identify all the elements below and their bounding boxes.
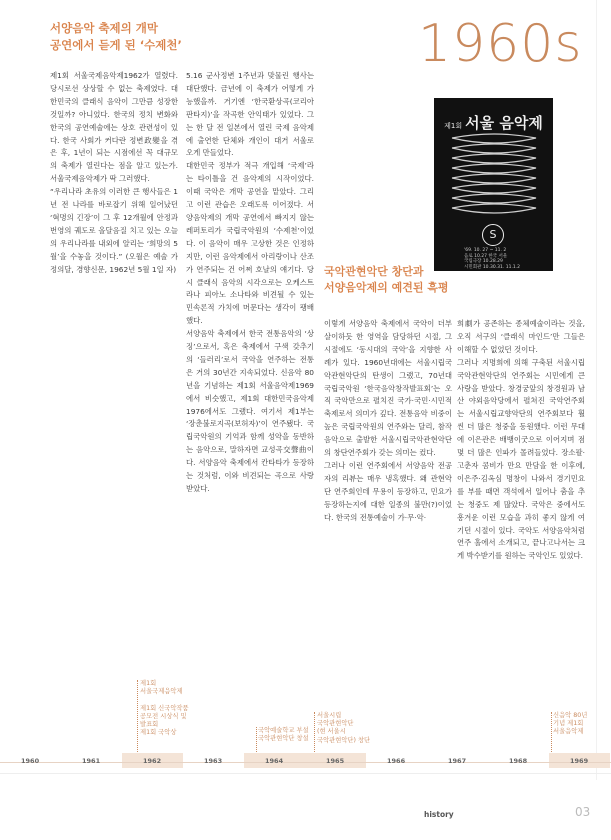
timeline-connector-1962 <box>137 680 139 752</box>
decade-heading: 1960s <box>418 14 583 74</box>
section-title-line2: 서양음악제의 예견된 흑평 <box>324 281 449 294</box>
timeline-year: 1966 <box>387 757 406 765</box>
poster-graphic-icon <box>448 132 540 220</box>
timeline-event-1962: 제1회 서울국제음악제 제1회 신국악작품 공모전 시상식 및 발표회 제1회 국악상 <box>140 680 189 737</box>
section-title-line1: 국악관현악단 창단과 <box>324 265 424 278</box>
article-title-line2: 공연에서 듣게 된 ‘수제천’ <box>50 38 182 52</box>
body-column-2-text: 5.16 군사정변 1주년과 맞물린 행사는 대단했다. 금년에 이 축제가 어떻게 가능했을까. 거기엔 ‘한국환상곡(코리아 판타지)’을 작곡한 안익태가 있었다. 그는 한 달 전 일본에서 열린 국제 음악제에 출연한 단체와 개인이 대거 서울로 오게 만들었다. 대한민국 정부가 적극 개입해 ‘국제’라는 타이틀을 건 음악제의 시작이었다. 이때 국악은 개막 공연을 맡았다. 그리고 이런 관습은 오래도록 이어졌다. 서양음악제의 개막 공연에서 빠지지 않는 레퍼토리가 국립국악원의 ‘수제천’이었다. 이 음악이 매우 고상한 것은 인정하지만, 이런 음악제에서 아리랑이나 산조가 연주되는 건 어쩌 호날의 얘기다. 당시 클래식 음악의 시각으로는 오케스트라나 피아노 소나타와 비견될 수 있는 민속론적 가치에 머문다는 생각이 팽배했다. 서양음악 축제에서 한국 전통음악의 ‘상징’으로서, 혹은 축제에서 구색 갖추기의 ‘들러리’로서 국악을 연주하는 전통은 거의 30년간 지속되었다. 신음악 80년을 기념하는 제1회 서울음악제1969에서 비슷했고, 제1회 대한민국음악제1976에서도 그랬다. 여기서 제1부는 ‘장춘불로지곡(보허자)’이 연주됐다. 국립국악원의 기억과 함께 성악을 동반하는 음악으로, 말하자면 교성곡交聲曲이다. 서양음악 축제에서 칸타타가 등장하는 것처럼, 이와 비견되는 곡으로 사랑받았다. <box>186 71 314 493</box>
timeline-year: 1968 <box>509 757 528 765</box>
body-column-4 <box>457 318 585 563</box>
poster-logo-icon: S <box>482 224 504 246</box>
timeline-event-1964: 국악예술학교 부설 국악관현악단 창설 <box>258 727 309 743</box>
poster-info: '69. 10. 27 ~ 11. 2 음로 10.27 한국 서울 국립극장 10.28.29 시민회관 10.30.31. 11.1.2 <box>464 248 521 270</box>
timeline-event-1965: 서울시립 국악관현악단 (현 서울시 국악관현악단) 창단 <box>317 712 371 744</box>
timeline-connector-1965 <box>314 712 316 752</box>
timeline-year: 1967 <box>448 757 467 765</box>
timeline-year: 1969 <box>570 757 589 765</box>
festival-poster-image <box>434 98 553 271</box>
timeline-year: 1962 <box>143 757 162 765</box>
body-column-3 <box>324 318 452 525</box>
body-column-1 <box>50 70 178 277</box>
timeline-year: 1965 <box>326 757 345 765</box>
article-title-line1: 서양음악 축제의 개막 <box>50 21 158 35</box>
poster-title <box>434 112 553 133</box>
page-number: 03 <box>575 805 591 819</box>
section-title <box>324 264 474 296</box>
body-column-3-text: 이렇게 서양음악 축제에서 국악이 더부살이하듯 한 영역을 담당하던 시절, 그 시절에도 ‘동시대의 국악’을 지향한 사례가 있다. 1960년대에는 서울시립국악관현악단의 탄생이 그랬고, 70년대 국립국악원 ‘한국음악창작발표회’는 오직 국악만으로 펼치진 국가·국민·시민적 축제로서 의미가 깊다. 전통음악 비중이 높은 국립국악원의 연주와는 달리, 참작음악으로 출발한 서울시립국악관현악단의 창단연주회가 갖는 의미는 컸다. 그러나 이런 연주회에서 서양음악 전공자의 리뷰는 매우 냉혹했다. 왜 관현악단 연주회인데 무용이 등장하고, 민요가 등장하는지에 대한 일종의 불만(?)이었다. 한국의 전통예술이 가·무·악· <box>324 319 452 522</box>
section-label: history <box>424 810 454 819</box>
timeline-year: 1960 <box>21 757 40 765</box>
timeline-year: 1961 <box>82 757 101 765</box>
right-margin-rule <box>596 0 597 780</box>
timeline-bottom-rule <box>0 773 611 774</box>
timeline-event-1969: 신음악 80년 기념 제1회 서울음악제 <box>553 712 588 736</box>
body-column-2 <box>186 70 314 496</box>
timeline-year: 1963 <box>204 757 223 765</box>
poster-title-main: 서울 음악제 <box>465 114 543 132</box>
timeline-year: 1964 <box>265 757 284 765</box>
article-title <box>50 20 250 54</box>
body-column-1-text: 제1회 서울국제음악제1962가 열렸다. 당시로선 상상할 수 없는 축제였다. 대한민국의 클래식 음악이 그만큼 성장한 것일까? 아니었다. 한국의 정치 변화와 한국의 공연예술에는 상호 관련성이 있다. 한국 사회가 커다란 정변政變을 겪은 후, 1년이 되는 시점에선 꼭 대규모의 축제가 열린다는 점을 알고 있는가. 서울국제음악제가 딱 그러했다. “우리나라 초유의 이러한 큰 행사들은 1년 전 나라를 바로잡기 위해 일어났던 ‘혁명의 긴장’이 그 후 12개월에 안정과 번영의 궤도로 올달음질 치고 있는 오늘의 우리나라를 내외에 알리는 ‘희망의 5월’을 수놓을 것이다.” (오월은 예술 가정의달, 경향신문, 1962년 5월 1일 자) <box>50 71 178 274</box>
poster-title-prefix: 제1회 <box>444 122 463 130</box>
body-column-4-text: 희劇가 공존하는 종체예술이라는 것을, 오직 서구의 ‘클래식 마인드’만 그들은 이해할 수 없었던 것이다. 그러나 지명희에 의해 구축된 서울시립국악관현악단의 연주회는 시민에게 큰 사랑을 받았다. 창경궁앞의 창경원과 남산 야외음악당에서 펼쳐진 국악연주회는 서울시립교향악단의 연주회보다 훨씬 더 많은 청중을 동원했다. 이런 무대에 이은관은 배뱅이굿으로 이어지며 점 몇 더 많은 인파가 몰려들었다. 장소팔·고춘자 콤비가 만요 만담을 한 이후에, 이은주·김옥심 명창이 나와서 경기민요를 부를 때면 객석에서 일어나 춤을 추는 청중도 제 많았다. 국악은 중에서도 흥겨운 이런 모습을 과히 좋지 않게 여기던 시절이 있다. 국악도 서양음악처럼 연주 홀에서 소개되고, 끝나고나서는 크게 박수받기를 원하는 국악인도 있었다. <box>457 319 585 561</box>
